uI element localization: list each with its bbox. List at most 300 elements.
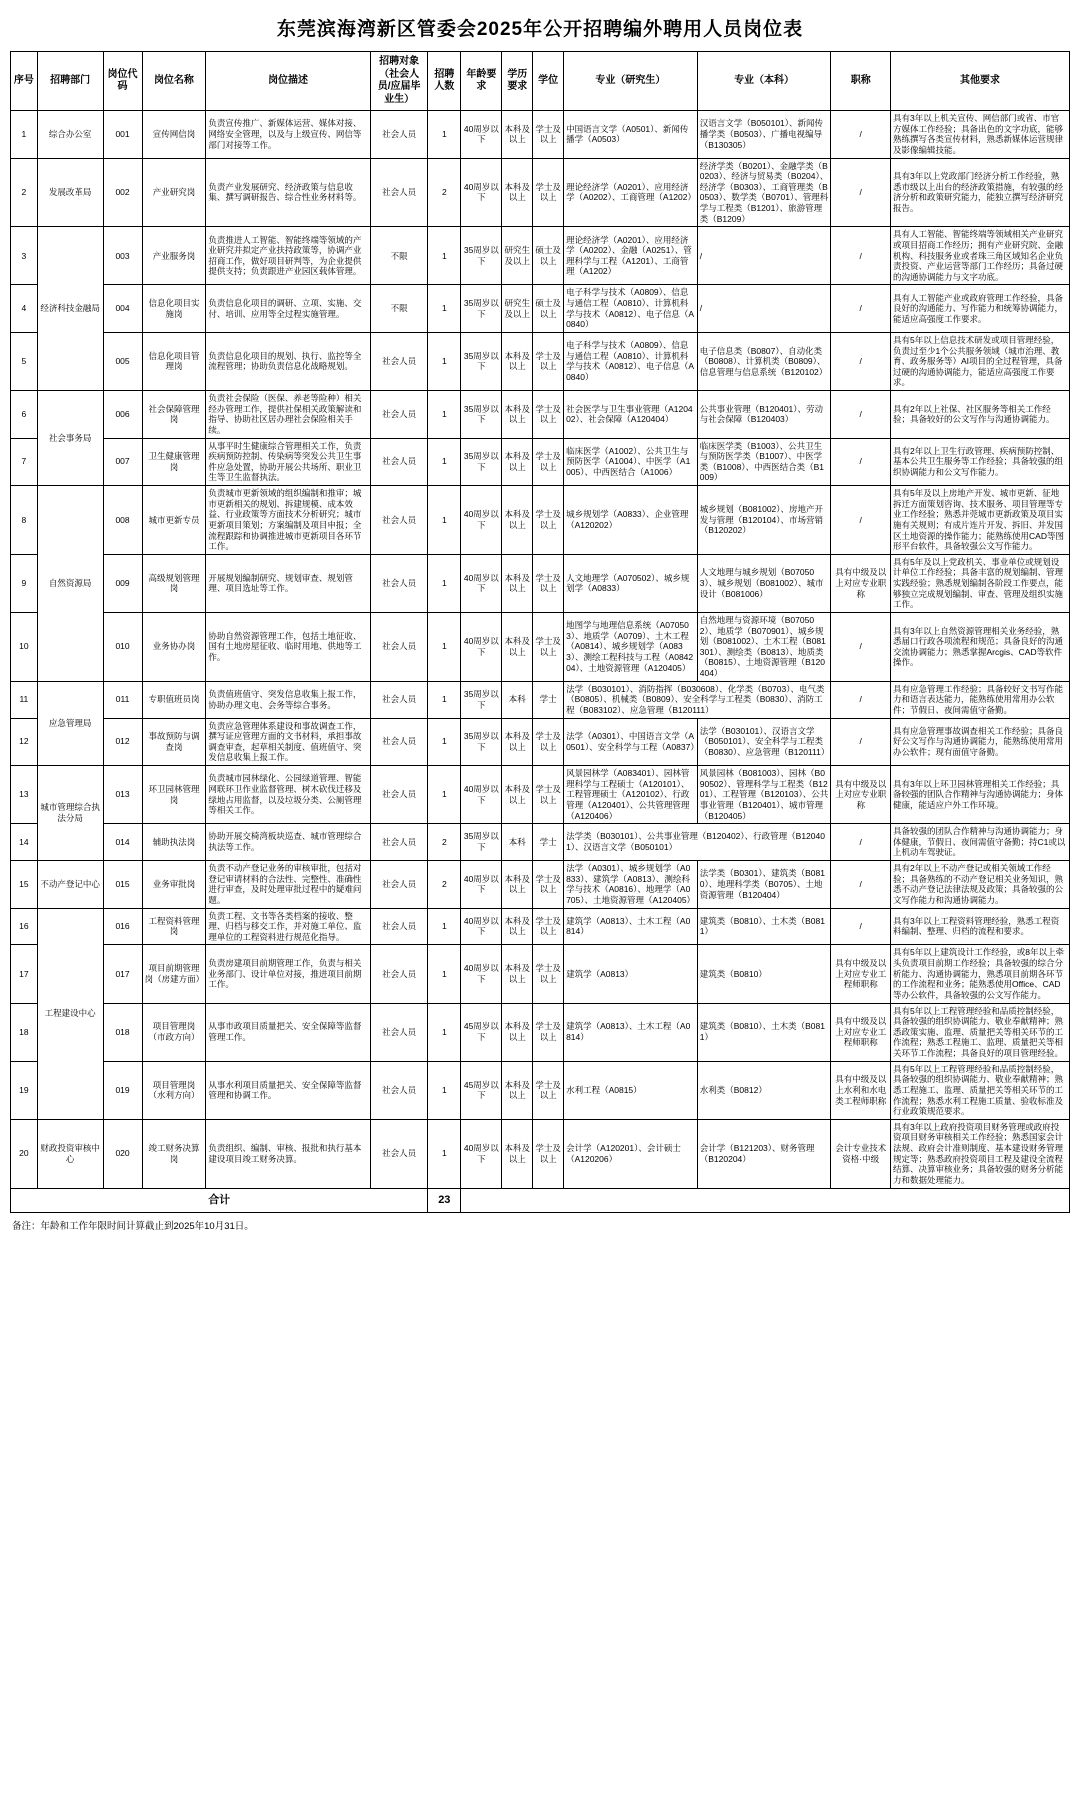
cell-education: 本科及以上 <box>502 391 533 439</box>
col-other: 其他要求 <box>891 52 1070 111</box>
cell-title: / <box>831 681 891 718</box>
cell-recruit-object: 社会人员 <box>370 681 428 718</box>
cell-recruit-object: 不限 <box>370 227 428 285</box>
cell-recruit-count: 1 <box>428 1003 461 1061</box>
cell-post-code: 010 <box>103 612 142 681</box>
cell-post-desc: 负责信息化项目的调研、立项、实施、交付、培训、应用等全过程实施管理。 <box>206 285 371 333</box>
cell-education: 本科及以上 <box>502 438 533 486</box>
cell-post-code: 015 <box>103 861 142 909</box>
cell-education: 本科及以上 <box>502 1061 533 1119</box>
cell-degree: 学士及以上 <box>533 438 564 486</box>
cell-recruit-count: 1 <box>428 486 461 555</box>
col-recruit-object: 招聘对象（社会人员/应届毕业生） <box>370 52 428 111</box>
cell-degree: 学士 <box>533 824 564 861</box>
cell-post-desc: 负责推进人工智能、智能终端等领域的产业研究并拟定产业扶持政策等，协调产业招商工作，做好项目研判等，为企业提供提供支持；负责跟进产业园区载体管理。 <box>206 227 371 285</box>
cell-age: 40周岁以下 <box>461 612 502 681</box>
cell-title: 具有中级及以上对应专业工程师职称 <box>831 1003 891 1061</box>
cell-recruit-object: 社会人员 <box>370 332 428 390</box>
cell-recruit-object: 社会人员 <box>370 908 428 945</box>
cell-post-desc: 从事市政项目质量把关、安全保障等监督管理工作。 <box>206 1003 371 1061</box>
cell-other: 具有5年以上建筑设计工作经验，或8年以上牵头负责项目前期工作经验；具备较强的综合分析能力、沟通协调能力，熟悉项目前期各环节的工作流程和业务；能熟悉使用Office、CAD等办公软件，具备较强的公文写作能力。 <box>891 945 1070 1003</box>
cell-major-undergraduate: / <box>697 285 831 333</box>
cell-index: 2 <box>11 158 38 227</box>
cell-department: 发展改革局 <box>37 158 103 227</box>
cell-recruit-count: 1 <box>428 681 461 718</box>
cell-age: 40周岁以下 <box>461 158 502 227</box>
cell-recruit-count: 1 <box>428 227 461 285</box>
cell-degree: 硕士及以上 <box>533 285 564 333</box>
cell-post-desc: 负责产业发展研究、经济政策与信息收集、撰写调研报告、综合性业务材料等。 <box>206 158 371 227</box>
cell-title: / <box>831 438 891 486</box>
cell-recruit-object: 社会人员 <box>370 111 428 159</box>
cell-post-name: 高级规划管理岗 <box>142 554 206 612</box>
cell-post-code: 005 <box>103 332 142 390</box>
cell-education: 本科及以上 <box>502 766 533 824</box>
cell-major-graduate: 城乡规划学（A0833）、企业管理（A120202） <box>564 486 698 555</box>
cell-recruit-object: 社会人员 <box>370 1119 428 1188</box>
cell-age: 35周岁以下 <box>461 718 502 766</box>
cell-degree: 学士及以上 <box>533 158 564 227</box>
cell-other: 具有应急管理工作经验；具备较好文书写作能力和语言表达能力，能熟练使用常用办公软件；节假日、夜间需值守备勤。 <box>891 681 1070 718</box>
cell-major-undergraduate: 自然地理与资源环境（B070502）、地质学（B070901）、城乡规划（B081002）、土木工程（B081301）、测绘类（B0813）、地质类（B0815）、土地资源管理（B120404） <box>697 612 831 681</box>
cell-recruit-count: 1 <box>428 718 461 766</box>
cell-recruit-count: 1 <box>428 1119 461 1188</box>
cell-other: 具有5年以上工程管理经验和品质控制经验，具备较强的组织协调能力、敬业奉献精神；熟悉工程施工、监理、质量把关等相关环节的工作流程；熟悉水利工程施工质量、验收标准及行业政策规范要求。 <box>891 1061 1070 1119</box>
table-row <box>11 438 1070 486</box>
cell-age: 40周岁以下 <box>461 486 502 555</box>
footnote: 备注：年龄和工作年限时间计算截止到2025年10月31日。 <box>12 1221 254 1233</box>
cell-post-name: 项目前期管理岗（房建方面） <box>142 945 206 1003</box>
cell-post-desc: 负责城市更新领域的组织编制和推审；城市更新相关的规划、拆建规模、成本效益、行业政策等方面技术分析研究；城市更新项目策划；方案编制及项目申报；全流程跟踪和协调推进城市更新项目各环节工作。 <box>206 486 371 555</box>
cell-index: 16 <box>11 908 38 945</box>
cell-post-desc: 负责不动产登记业务的审核审批，包括对登记审请材料的合法性、完整性、准确性进行审查，及时处理审批过程中的疑难问题。 <box>206 861 371 909</box>
cell-education: 本科及以上 <box>502 1003 533 1061</box>
cell-post-desc: 负责值班值守、突发信息收集上报工作，协助办理文电、会务等综合事务。 <box>206 681 371 718</box>
cell-title: / <box>831 718 891 766</box>
cell-index: 10 <box>11 612 38 681</box>
recruitment-table <box>10 51 1070 1213</box>
cell-title: 会计专业技术资格·中级 <box>831 1119 891 1188</box>
cell-department: 综合办公室 <box>37 111 103 159</box>
cell-index: 4 <box>11 285 38 333</box>
cell-degree: 学士 <box>533 681 564 718</box>
table-row <box>11 824 1070 861</box>
cell-department: 工程建设中心 <box>37 908 103 1119</box>
table-row <box>11 486 1070 555</box>
cell-major-graduate: 法学（A0301）、中国语言文学（A0501）、安全科学与工程（A0837） <box>564 718 698 766</box>
cell-department: 财政投资审核中心 <box>37 1119 103 1188</box>
table-row <box>11 227 1070 285</box>
cell-post-name: 社会保障管理岗 <box>142 391 206 439</box>
cell-other: 具有3年以上政府投资项目财务管理或政府投资项目财务审核相关工作经验；熟悉国家会计法规、政府会计准则制度、基本建设财务管理规定等；熟悉政府投资项目工程及建设全流程结算、决算审核业务；具备较强的财务分析能力和数据处理能力。 <box>891 1119 1070 1188</box>
cell-age: 35周岁以下 <box>461 438 502 486</box>
cell-title: / <box>831 908 891 945</box>
col-education: 学历要求 <box>502 52 533 111</box>
cell-age: 35周岁以下 <box>461 332 502 390</box>
cell-post-code: 009 <box>103 554 142 612</box>
cell-post-code: 006 <box>103 391 142 439</box>
cell-title: / <box>831 486 891 555</box>
cell-education: 本科及以上 <box>502 332 533 390</box>
cell-other: 具备较强的团队合作精神与沟通协调能力；身体健康，节假日、夜间需值守备勤；持C1或以上机动车驾驶证。 <box>891 824 1070 861</box>
cell-other: 具有应急管理事故调查相关工作经验；具备良好公文写作与沟通协调能力，能熟练使用常用办公软件；现有面值守备勤。 <box>891 718 1070 766</box>
cell-recruit-count: 1 <box>428 332 461 390</box>
cell-degree: 学士及以上 <box>533 908 564 945</box>
cell-age: 40周岁以下 <box>461 554 502 612</box>
cell-title: 具有中级及以上对应专业职称 <box>831 554 891 612</box>
cell-major-graduate: 临床医学（A1002）、公共卫生与预防医学（A1004）、中医学（A1005）、中西医结合（A1006） <box>564 438 698 486</box>
cell-recruit-count: 2 <box>428 861 461 909</box>
col-major-undergraduate: 专业（本科） <box>697 52 831 111</box>
cell-recruit-count: 1 <box>428 1061 461 1119</box>
cell-other: 具有5年及以上党政机关、事业单位或规划设计单位工作经验；具备丰富的规划编制、管理实践经验；熟悉规划编制各阶段工作要点，能够独立完成规划编制、审查、管理及组织实施工作。 <box>891 554 1070 612</box>
cell-major-graduate: 理论经济学（A0201）、应用经济学（A0202）、金融（A0251）、管理科学与工程（A1201）、工商管理（A1202） <box>564 227 698 285</box>
cell-major-graduate: 建筑学（A0813）、土木工程（A0814） <box>564 1003 698 1061</box>
cell-department: 社会事务局 <box>37 391 103 486</box>
cell-recruit-object: 社会人员 <box>370 824 428 861</box>
cell-recruit-count: 1 <box>428 612 461 681</box>
cell-degree: 学士及以上 <box>533 1119 564 1188</box>
cell-post-code: 002 <box>103 158 142 227</box>
cell-age: 35周岁以下 <box>461 227 502 285</box>
cell-recruit-count: 1 <box>428 766 461 824</box>
cell-education: 本科及以上 <box>502 486 533 555</box>
cell-degree: 学士及以上 <box>533 766 564 824</box>
cell-major-graduate: 人文地理学（A070502）、城乡规划学（A0833） <box>564 554 698 612</box>
cell-recruit-object: 社会人员 <box>370 945 428 1003</box>
cell-post-desc: 负责城市园林绿化、公园绿道管理、智能网联环卫作业监督管理、树木砍伐迁移及绿地占用监督，以及垃圾分类、公厕管理等相关工作。 <box>206 766 371 824</box>
cell-major-undergraduate: 会计学（B121203）、财务管理（B120204） <box>697 1119 831 1188</box>
cell-recruit-count: 1 <box>428 285 461 333</box>
cell-education: 本科及以上 <box>502 908 533 945</box>
cell-major-undergraduate: 建筑类（B0810） <box>697 945 831 1003</box>
table-row <box>11 332 1070 390</box>
cell-age: 35周岁以下 <box>461 285 502 333</box>
cell-recruit-object: 社会人员 <box>370 718 428 766</box>
cell-age: 45周岁以下 <box>461 1003 502 1061</box>
cell-post-name: 业务审批岗 <box>142 861 206 909</box>
cell-degree: 学士及以上 <box>533 861 564 909</box>
cell-index: 17 <box>11 945 38 1003</box>
cell-other: 具有3年以上机关宣传、网信部门或省、市官方媒体工作经验；具备出色的文字功底，能够熟练撰写各类宣传材料，熟悉新媒体运营规律及影像编辑技能。 <box>891 111 1070 159</box>
cell-degree: 学士及以上 <box>533 718 564 766</box>
cell-department: 城市管理综合执法分局 <box>37 766 103 861</box>
cell-recruit-object: 社会人员 <box>370 766 428 824</box>
cell-post-code: 004 <box>103 285 142 333</box>
cell-major-graduate: 中国语言文学（A0501）、新闻传播学（A0503） <box>564 111 698 159</box>
cell-index: 5 <box>11 332 38 390</box>
cell-degree: 学士及以上 <box>533 391 564 439</box>
total-value: 23 <box>428 1188 461 1213</box>
cell-post-code: 011 <box>103 681 142 718</box>
cell-post-code: 012 <box>103 718 142 766</box>
cell-education: 本科及以上 <box>502 111 533 159</box>
table-row <box>11 908 1070 945</box>
cell-post-name: 环卫园林管理岗 <box>142 766 206 824</box>
cell-post-desc: 负责宣传推广、新媒体运营、媒体对接、网络安全管理，以及与上级宣传、网信等部门对接等工作。 <box>206 111 371 159</box>
cell-other: 具有5年以上信息技术研发或项目管理经验，负责过至少1个公共服务领域（城市治理、教育、政务服务等）AI项目的全过程管理，具备过硬的沟通协调能力，能适应高强度工作要求。 <box>891 332 1070 390</box>
cell-post-name: 工程资料管理岗 <box>142 908 206 945</box>
cell-post-name: 信息化项目实施岗 <box>142 285 206 333</box>
cell-recruit-count: 1 <box>428 111 461 159</box>
cell-other: 具有人工智能、智能终端等领域相关产业研究或项目招商工作经历；拥有产业研究院、金融机构、科技服务业或者珠三角区域知名企业负责投资、产业运营等部门工作经历；具备过硬的沟通协调能力与文字功底。 <box>891 227 1070 285</box>
cell-major-graduate: 理论经济学（A0201）、应用经济学（A0202）、工商管理（A1202） <box>564 158 698 227</box>
cell-post-code: 019 <box>103 1061 142 1119</box>
cell-age: 35周岁以下 <box>461 681 502 718</box>
cell-post-desc: 负责组织、编制、审核、报批和执行基本建设项目竣工财务决算。 <box>206 1119 371 1188</box>
cell-degree: 学士及以上 <box>533 332 564 390</box>
cell-degree: 学士及以上 <box>533 612 564 681</box>
cell-post-code: 017 <box>103 945 142 1003</box>
cell-major-undergraduate: 建筑类（B0810）、土木类（B0811） <box>697 908 831 945</box>
cell-post-desc: 从事平时生健康综合管理相关工作，负责疾病预防控制、传染病等突发公共卫生事件应急处置，协助开展公共场所、职业卫生等卫生监督执法。 <box>206 438 371 486</box>
table-row <box>11 861 1070 909</box>
cell-title: / <box>831 612 891 681</box>
table-row <box>11 285 1070 333</box>
table-row <box>11 681 1070 718</box>
cell-post-code: 013 <box>103 766 142 824</box>
cell-post-name: 产业研究岗 <box>142 158 206 227</box>
cell-post-name: 项目管理岗（市政方向） <box>142 1003 206 1061</box>
cell-recruit-count: 2 <box>428 824 461 861</box>
cell-degree: 学士及以上 <box>533 111 564 159</box>
cell-post-code: 018 <box>103 1003 142 1061</box>
col-age: 年龄要求 <box>461 52 502 111</box>
cell-post-desc: 协助开展交椅湾板块巡查、城市管理综合执法等工作。 <box>206 824 371 861</box>
cell-recruit-object: 社会人员 <box>370 861 428 909</box>
cell-department: 不动产登记中心 <box>37 861 103 909</box>
cell-major-undergraduate: 法学类（B0301）、建筑类（B0810）、地理科学类（B0705）、土地资源管理（B120404） <box>697 861 831 909</box>
cell-recruit-object: 社会人员 <box>370 612 428 681</box>
cell-post-code: 020 <box>103 1119 142 1188</box>
cell-recruit-count: 1 <box>428 945 461 1003</box>
cell-title: 具有中级及以上水利和水电类工程师职称 <box>831 1061 891 1119</box>
cell-major-undergraduate: 风景园林（B081003）、园林（B090502）、管理科学与工程类（B1201）、工程管理（B120103）、公共事业管理（B120401）、城市管理（B120405） <box>697 766 831 824</box>
cell-index: 14 <box>11 824 38 861</box>
cell-post-name: 卫生健康管理岗 <box>142 438 206 486</box>
cell-post-code: 007 <box>103 438 142 486</box>
cell-title: / <box>831 285 891 333</box>
cell-recruit-object: 社会人员 <box>370 438 428 486</box>
cell-department: 应急管理局 <box>37 681 103 765</box>
page-title: 东莞滨海湾新区管委会2025年公开招聘编外聘用人员岗位表 <box>276 19 804 40</box>
cell-education: 研究生及以上 <box>502 285 533 333</box>
cell-major-undergraduate: 法学（B030101）、汉语言文学（B050101）、安全科学与工程类（B0830）、应急管理（B120111） <box>697 718 831 766</box>
cell-education: 本科及以上 <box>502 1119 533 1188</box>
cell-recruit-object: 社会人员 <box>370 1061 428 1119</box>
cell-post-name: 信息化项目管理岗 <box>142 332 206 390</box>
table-row <box>11 111 1070 159</box>
cell-title: / <box>831 861 891 909</box>
cell-post-code: 014 <box>103 824 142 861</box>
cell-post-code: 003 <box>103 227 142 285</box>
cell-post-name: 城市更新专员 <box>142 486 206 555</box>
cell-major-undergraduate: 公共事业管理（B120401）、劳动与社会保障（B120403） <box>697 391 831 439</box>
cell-post-name: 竣工财务决算岗 <box>142 1119 206 1188</box>
cell-age: 40周岁以下 <box>461 111 502 159</box>
cell-major-undergraduate: 建筑类（B0810）、土木类（B0811） <box>697 1003 831 1061</box>
cell-major-graduate: 地图学与地理信息系统（A070503）、地质学（A0709）、土木工程（A0814）、城乡规划学（A0833）、测绘工程科技与工程（A084204）、土地资源管理（A120405） <box>564 612 698 681</box>
cell-department: 自然资源局 <box>37 486 103 682</box>
cell-index: 7 <box>11 438 38 486</box>
cell-title: / <box>831 391 891 439</box>
cell-degree: 学士及以上 <box>533 1061 564 1119</box>
cell-age: 40周岁以下 <box>461 766 502 824</box>
table-row <box>11 766 1070 824</box>
cell-degree: 学士及以上 <box>533 945 564 1003</box>
cell-post-code: 001 <box>103 111 142 159</box>
table-row <box>11 554 1070 612</box>
cell-recruit-object: 社会人员 <box>370 1003 428 1061</box>
table-row <box>11 158 1070 227</box>
cell-education: 研究生及以上 <box>502 227 533 285</box>
cell-major-graduate: 社会医学与卫生事业管理（A120402）、社会保障（A120404） <box>564 391 698 439</box>
cell-post-desc: 负责工程、文书等各类档案的接收、整理、归档与移交工作，并对施工单位、监理单位的工程资料进行规范化指导。 <box>206 908 371 945</box>
cell-major-graduate: 水利工程（A0815） <box>564 1061 698 1119</box>
cell-major-undergraduate: 电子信息类（B0807）、自动化类（B0808）、计算机类（B0809）、信息管理与信息系统（B120102） <box>697 332 831 390</box>
cell-major-graduate: 电子科学与技术（A0809）、信息与通信工程（A0810）、计算机科学与技术（A0812）、电子信息（A0840） <box>564 285 698 333</box>
cell-age: 40周岁以下 <box>461 945 502 1003</box>
col-degree: 学位 <box>533 52 564 111</box>
table-header-row <box>11 52 1070 111</box>
cell-major-graduate: 建筑学（A0813）、土木工程（A0814） <box>564 908 698 945</box>
cell-other: 具有5年及以上房地产开发、城市更新、征地拆迁方面策划咨询、技术服务、项目管理等专业工作经验；熟悉并莞城市更新政策及项目实施有关规则；有成片连片开发、拆旧、并发国区土地资源的操作能力；能熟练使用CAD等图形平台软件，具备较强公文写作能力。 <box>891 486 1070 555</box>
cell-degree: 学士及以上 <box>533 554 564 612</box>
cell-post-desc: 协助自然资源管理工作，包括土地征收、国有土地房屋征收、临时用地、供地等工作。 <box>206 612 371 681</box>
cell-post-name: 业务协办岗 <box>142 612 206 681</box>
cell-other: 具有2年以上卫生行政管理、疾病预防控制、基本公共卫生服务等工作经验；具备较强的组织协调能力和公文写作能力。 <box>891 438 1070 486</box>
cell-index: 11 <box>11 681 38 718</box>
cell-education: 本科 <box>502 681 533 718</box>
cell-recruit-count: 1 <box>428 554 461 612</box>
cell-other: 具有2年以上不动产登记或相关领域工作经验；具备熟练的不动产登记相关业务知识，熟悉不动产登记法律法规及政策；具备较强的公文写作能力和沟通协调能力。 <box>891 861 1070 909</box>
cell-title: / <box>831 824 891 861</box>
cell-department: 经济科技金融局 <box>37 227 103 391</box>
cell-education: 本科及以上 <box>502 612 533 681</box>
cell-major-graduate: 风景园林学（A083401）、园林管理科学与工程硕士（A120101）、工程管理硕士（A120102）、行政管理（A120401）、公共管理管理（A120406） <box>564 766 698 824</box>
cell-post-name: 产业服务岗 <box>142 227 206 285</box>
col-major-graduate: 专业（研究生） <box>564 52 698 111</box>
cell-age: 35周岁以下 <box>461 824 502 861</box>
cell-other: 具有人工智能产业或政府管理工作经验，具备良好的沟通能力、写作能力和统筹协调能力，能适应高强度工作要求。 <box>891 285 1070 333</box>
table-body <box>11 111 1070 1213</box>
table-row <box>11 612 1070 681</box>
cell-recruit-object: 社会人员 <box>370 554 428 612</box>
cell-major-undergraduate: 经济学类（B0201）、金融学类（B0203）、经济与贸易类（B0204）、经济学（B0303）、工商管理类（B0503）、数学类（B0701）、管理科学与工程类（B1201）、旅游管理类（B1209） <box>697 158 831 227</box>
cell-education: 本科及以上 <box>502 554 533 612</box>
cell-post-desc: 负责社会保险（医保、养老等险种）相关经办管理工作，提供社保相关政策解读和指导、协助社区居办理社会保险相关手续。 <box>206 391 371 439</box>
cell-index: 15 <box>11 861 38 909</box>
cell-recruit-count: 1 <box>428 908 461 945</box>
cell-recruit-object: 社会人员 <box>370 158 428 227</box>
cell-index: 13 <box>11 766 38 824</box>
cell-education: 本科及以上 <box>502 158 533 227</box>
cell-title: / <box>831 158 891 227</box>
cell-index: 19 <box>11 1061 38 1119</box>
cell-index: 20 <box>11 1119 38 1188</box>
cell-major: 法学类（B030101）、公共事业管理（B120402）、行政管理（B120401）、汉语言文学（B050101） <box>564 824 831 861</box>
cell-recruit-object: 不限 <box>370 285 428 333</box>
cell-major-graduate: 法学（A0301）、城乡规划学（A0833）、建筑学（A0813）、测绘科学与技术（A0816）、地理学（A0705）、土地资源管理（A120405） <box>564 861 698 909</box>
cell-major-undergraduate: 水利类（B0812） <box>697 1061 831 1119</box>
cell-age: 40周岁以下 <box>461 1119 502 1188</box>
cell-post-desc: 开展规划编制研究、规划审查、规划管理、项目选址等工作。 <box>206 554 371 612</box>
cell-index: 3 <box>11 227 38 285</box>
cell-degree: 学士及以上 <box>533 486 564 555</box>
cell-recruit-object: 社会人员 <box>370 486 428 555</box>
col-department: 招聘部门 <box>37 52 103 111</box>
table-row <box>11 1003 1070 1061</box>
cell-title: / <box>831 111 891 159</box>
cell-other: 具有5年以上工程管理经验和品质控制经验，具备较强的组织协调能力、敬业奉献精神；熟悉政策实施、监理、质量把关等相关环节的工作流程；熟悉工程施工、监理、质量把关等相关环节工作流程；具备良好的项目管理经验。 <box>891 1003 1070 1061</box>
cell-degree: 硕士及以上 <box>533 227 564 285</box>
cell-major-graduate: 会计学（A120201）、会计硕士（A120206） <box>564 1119 698 1188</box>
col-post-desc: 岗位描述 <box>206 52 371 111</box>
cell-degree: 学士及以上 <box>533 1003 564 1061</box>
cell-education: 本科及以上 <box>502 945 533 1003</box>
cell-post-desc: 从事水利项目质量把关、安全保障等监督管理和协调工作。 <box>206 1061 371 1119</box>
cell-other: 具有3年以上环卫园林管理相关工作经验；具备较强的团队合作精神与沟通协调能力；身体健康，能适应户外工作环境。 <box>891 766 1070 824</box>
cell-other: 具有2年以上社保、社区服务等相关工作经验；具备较好的公文写作与沟通协调能力。 <box>891 391 1070 439</box>
cell-index: 1 <box>11 111 38 159</box>
cell-post-desc: 负责房建项目前期管理工作，负责与相关业务部门、设计单位对接，推进项目前期工作。 <box>206 945 371 1003</box>
total-label: 合计 <box>11 1188 428 1213</box>
cell-other: 具有3年以上自然资源管理相关业务经验，熟悉届口行政各项流程和规范；具备良好的沟通交流协调能力；熟悉掌握Arcgis、CAD等软件操作。 <box>891 612 1070 681</box>
col-post-code: 岗位代码 <box>103 52 142 111</box>
cell-major: 法学（B030101）、消防指挥（B030608）、化学类（B0703）、电气类（B0805）、机械类（B0809）、安全科学与工程类（B0830）、消防工程（B083102）、应急管理（B120111） <box>564 681 831 718</box>
cell-index: 18 <box>11 1003 38 1061</box>
cell-major-undergraduate: 人文地理与城乡规划（B070503）、城乡规划（B081002）、城市设计（B081006） <box>697 554 831 612</box>
cell-title: / <box>831 332 891 390</box>
cell-post-code: 016 <box>103 908 142 945</box>
total-filler <box>461 1188 1070 1213</box>
cell-post-desc: 负责应急管理体系建设和事故调查工作，撰写证应管理方面的文书材料，承担事故调查审查，起草相关制度、值班值守、突发信息收集上报工作。 <box>206 718 371 766</box>
table-row <box>11 1061 1070 1119</box>
cell-post-name: 宣传网信岗 <box>142 111 206 159</box>
total-row <box>11 1188 1070 1213</box>
cell-title: 具有中级及以上对应专业工程师职称 <box>831 945 891 1003</box>
cell-recruit-count: 1 <box>428 438 461 486</box>
cell-major-undergraduate: 汉语言文学（B050101）、新闻传播学类（B0503）、广播电视编导（B130305） <box>697 111 831 159</box>
table-row <box>11 391 1070 439</box>
cell-recruit-object: 社会人员 <box>370 391 428 439</box>
cell-recruit-count: 1 <box>428 391 461 439</box>
cell-major-undergraduate: 城乡规划（B081002）、房地产开发与管理（B120104）、市场营销（B120202） <box>697 486 831 555</box>
table-row <box>11 1119 1070 1188</box>
table-row <box>11 718 1070 766</box>
cell-major-graduate: 建筑学（A0813） <box>564 945 698 1003</box>
cell-other: 具有3年以上党政部门经济分析工作经验，熟悉市级以上出台的经济政策措施，有较强的经济分析和政策研究能力，能独立撰写经济研究报告。 <box>891 158 1070 227</box>
cell-post-name: 辅助执法岗 <box>142 824 206 861</box>
cell-age: 40周岁以下 <box>461 861 502 909</box>
cell-post-desc: 负责信息化项目的规划、执行、监控等全流程管理；协助负责信息化战略规划。 <box>206 332 371 390</box>
cell-education: 本科及以上 <box>502 861 533 909</box>
col-index: 序号 <box>11 52 38 111</box>
col-title: 职称 <box>831 52 891 111</box>
cell-post-name: 专职值班员岗 <box>142 681 206 718</box>
cell-major-graduate: 电子科学与技术（A0809）、信息与通信工程（A0810）、计算机科学与技术（A0812）、电子信息（A0840） <box>564 332 698 390</box>
col-post-name: 岗位名称 <box>142 52 206 111</box>
cell-education: 本科 <box>502 824 533 861</box>
cell-major-undergraduate: / <box>697 227 831 285</box>
cell-post-code: 008 <box>103 486 142 555</box>
cell-age: 35周岁以下 <box>461 391 502 439</box>
cell-index: 8 <box>11 486 38 555</box>
cell-index: 6 <box>11 391 38 439</box>
cell-age: 45周岁以下 <box>461 1061 502 1119</box>
cell-index: 9 <box>11 554 38 612</box>
cell-recruit-count: 2 <box>428 158 461 227</box>
